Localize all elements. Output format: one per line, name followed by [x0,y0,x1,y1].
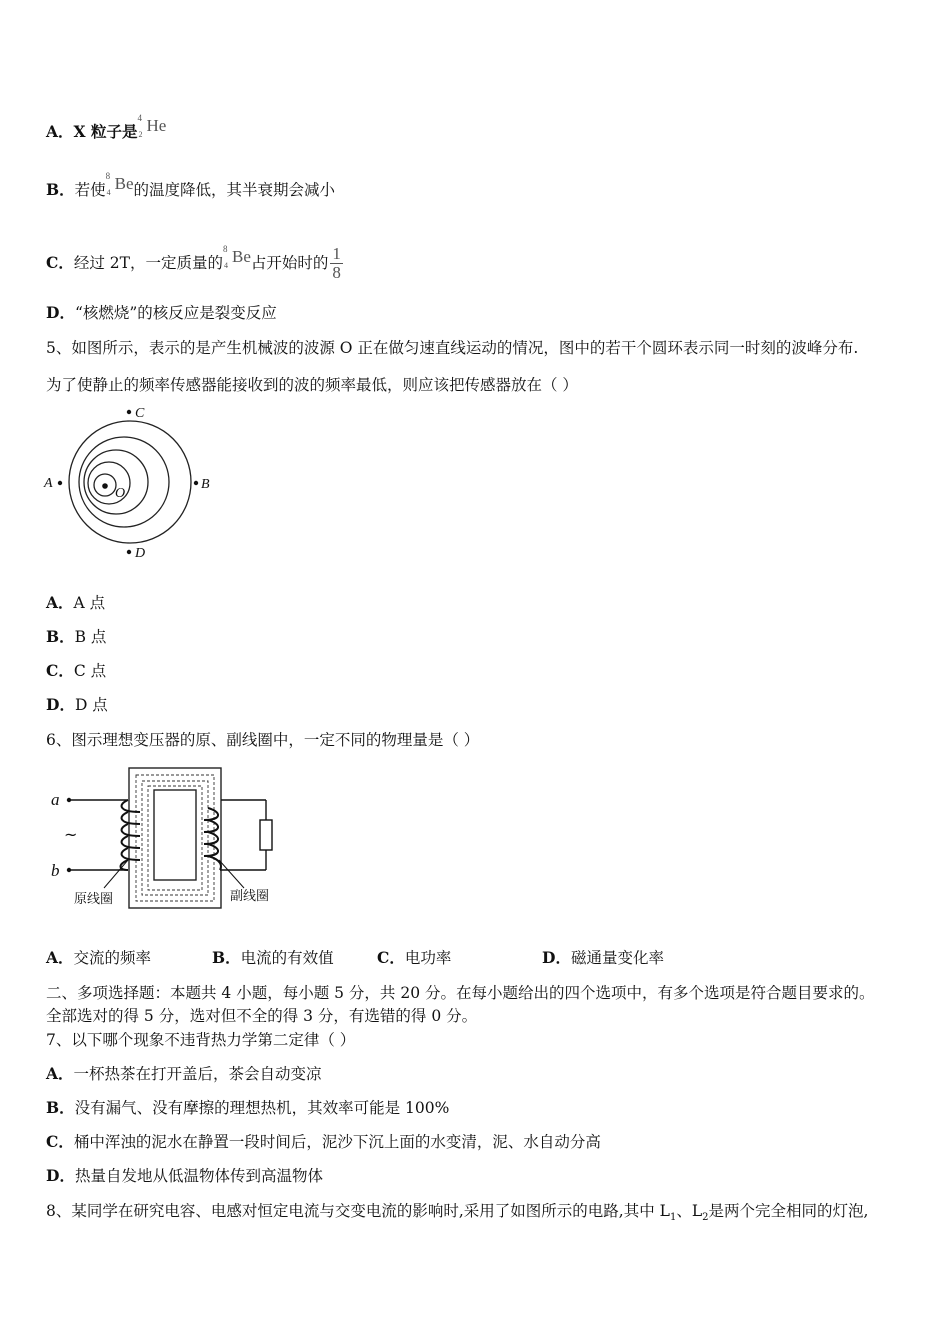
q8-stem-pre: 8、某同学在研究电容、电感对恒定电流与交变电流的影响时,采用了如图所示的电路,其中 L [46,1202,670,1220]
element-symbol: Be [231,247,251,266]
q7-option-d [46,1166,323,1186]
point-d-dot [127,550,131,554]
load-resistor [260,820,272,850]
option-letter: C． [46,253,74,272]
option-letter: B． [46,180,75,199]
point-c-dot [127,410,131,414]
option-text-mid: 占开始时的 [250,254,329,272]
q6-stem: 6、图示理想变压器的原、副线圈中，一定不同的物理量是（ ） [46,731,480,749]
q4-option-d [46,303,277,323]
primary-coil-label: 原线圈 [74,892,114,907]
option-text: 没有漏气、没有摩擦的理想热机，其效率可能是 100% [74,1099,450,1117]
option-text: 若使 [74,181,106,199]
option-text-post: 的温度降低，其半衰期会减小 [133,181,336,199]
label-a: A [44,476,53,491]
point-a-dot [58,481,62,485]
flux-line [142,781,208,895]
subscript: 1 [669,1212,677,1224]
point-b-dot [194,481,198,485]
section2-instructions-line1: 二、多项选择题：本题共 4 小题，每小题 5 分，共 20 分。在每小题给出的四个选项中，有多个选项是符合题目要求的。 [46,984,875,1002]
option-text: 经过 2T，一定质量的 [73,254,223,272]
q5-option-c [46,661,106,681]
core-inner [154,790,196,880]
option-letter: B． [212,948,241,967]
q4-option-b [46,171,336,200]
option-letter: A． [46,122,74,141]
label-o: O [115,486,126,501]
core-outer [129,768,221,908]
label-b: B [201,477,210,492]
mass-number: 8 [105,171,111,181]
q7-option-c [46,1132,601,1152]
option-text: 电流的有效值 [240,949,334,967]
option-text: 电功率 [404,949,452,967]
option-text: A 点 [73,594,106,612]
mass-number: 4 [137,113,142,123]
option-text: 交流的频率 [73,949,152,967]
label-a: a [51,790,60,809]
option-text: “核燃烧”的核反应是裂变反应 [74,304,277,322]
option-letter: C． [377,948,405,967]
fraction [330,245,343,282]
option-letter: C． [46,661,74,680]
option-letter: D． [46,1166,75,1185]
option-text: X 粒子是 [73,122,138,141]
option-letter: C． [46,1132,74,1151]
secondary-coil-label: 副线圈 [230,889,270,904]
option-text: D 点 [74,696,108,714]
q8-stem-mid: 、L [676,1202,703,1220]
option-text: B 点 [74,628,107,646]
element-symbol: Be [114,174,134,193]
wave-source-figure [40,400,230,568]
flux-line [148,786,202,890]
transformer-figure [44,760,284,910]
option-letter: B． [46,1098,75,1117]
charge-number: 2 [138,130,143,139]
nuclide-he [137,113,167,139]
q5-option-b [46,627,106,647]
q8-stem [46,1201,868,1228]
fraction-denominator: 8 [332,263,341,282]
option-text: 磁通量变化率 [570,949,664,967]
secondary-coil [204,808,221,870]
label-b: b [51,861,60,880]
option-letter: A． [46,948,74,967]
option-text: 一杯热茶在打开盖后，茶会自动变凉 [73,1065,322,1083]
option-text: 桶中浑浊的泥水在静置一段时间后，泥沙下沉上面的水变清，泥、水自动分高 [73,1133,601,1151]
nuclide-be [222,244,251,270]
charge-number: 4 [223,261,228,270]
q5-option-d [46,695,108,715]
q6-option-c [377,946,451,968]
subscript: 2 [702,1212,709,1224]
option-letter: A． [46,1064,74,1083]
option-letter: D． [542,948,571,967]
option-text: C 点 [73,662,107,680]
q4-option-c [46,245,343,282]
mass-number: 8 [222,244,228,254]
ac-symbol: ~ [64,825,78,844]
nuclide-be [105,171,134,197]
q6-option-d [542,946,664,968]
q7-stem: 7、以下哪个现象不违背热力学第二定律（ ） [46,1031,356,1049]
source-dot [102,483,108,489]
primary-coil [121,800,141,870]
q7-option-a [46,1064,322,1084]
option-letter: D． [46,695,75,714]
option-letter: A． [46,593,74,612]
q5-option-a [46,593,105,613]
q7-option-b [46,1098,449,1118]
element-symbol: He [146,116,167,135]
option-text: 热量自发地从低温物体传到高温物体 [74,1167,323,1185]
option-letter: B． [46,627,75,646]
q4-option-a [46,113,167,142]
q5-stem-line2: 为了使静止的频率传感器能接收到的波的频率最低，则应该把传感器放在（ ） [46,376,578,394]
label-d: D [135,546,146,561]
label-c: C [135,406,145,421]
option-letter: D． [46,303,75,322]
charge-number: 4 [106,188,111,197]
q8-stem-post: 是两个完全相同的灯泡, [708,1202,869,1220]
q6-option-a [46,946,151,968]
section2-instructions-line2: 全部选对的得 5 分，选对但不全的得 3 分，有选错的得 0 分。 [46,1007,478,1025]
fraction-numerator: 1 [332,244,341,263]
q5-stem-line1: 5、如图所示，表示的是产生机械波的波源 O 正在做匀速直线运动的情况，图中的若干个圆环表示同一时刻的波峰分布. [46,339,859,357]
q6-option-b [212,946,334,968]
